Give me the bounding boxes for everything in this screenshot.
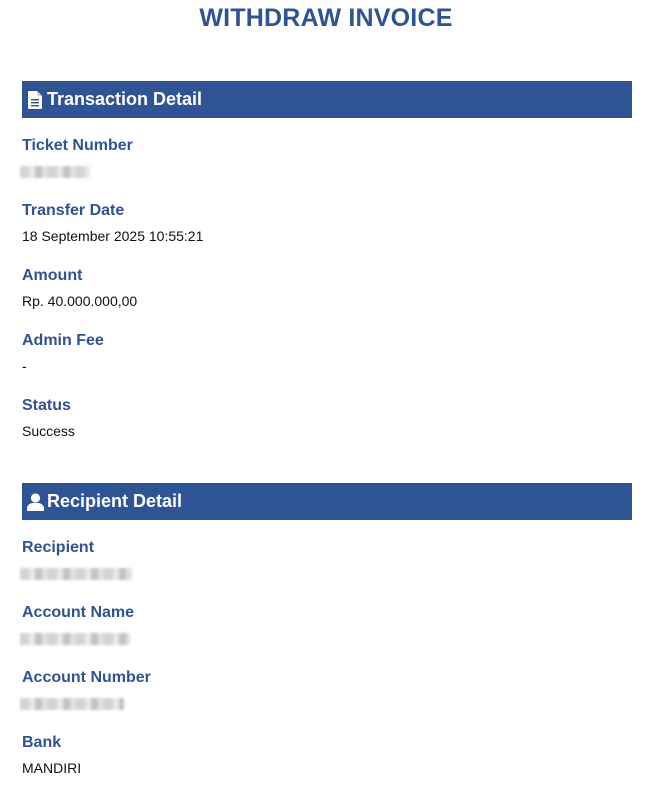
field-bank (22, 733, 81, 777)
recipient-label: Recipient (22, 539, 95, 556)
redacted-value (20, 166, 90, 178)
amount-label: Amount (22, 267, 83, 284)
transaction-detail-title: Transaction Detail (47, 89, 203, 109)
status-value: Success (22, 423, 75, 439)
field-admin-fee (22, 331, 104, 375)
account-number-label: Account Number (22, 669, 151, 686)
recipient-value (22, 564, 132, 582)
field-amount (22, 266, 137, 310)
ticket-number-value (22, 162, 133, 180)
field-status (22, 396, 75, 440)
user-icon (26, 492, 44, 512)
redacted-value (20, 568, 132, 580)
account-number-value (22, 694, 151, 712)
recipient-detail-header (22, 483, 632, 520)
field-account-name (22, 603, 134, 647)
transfer-date-value: 18 September 2025 10:55:21 (22, 228, 204, 244)
field-ticket-number (22, 136, 133, 180)
amount-value: Rp. 40.000.000,00 (22, 293, 138, 309)
ticket-number-label: Ticket Number (22, 137, 133, 154)
transaction-detail-header (22, 81, 632, 118)
redacted-value (20, 633, 130, 645)
recipient-detail-title: Recipient Detail (47, 491, 183, 511)
field-transfer-date (22, 201, 203, 245)
bank-value: MANDIRI (22, 760, 82, 776)
invoice-title: WITHDRAW INVOICE (199, 4, 453, 32)
account-name-value (22, 629, 134, 647)
document-icon (26, 90, 44, 110)
redacted-value (20, 698, 124, 710)
transfer-date-label: Transfer Date (22, 202, 125, 219)
account-name-label: Account Name (22, 604, 135, 621)
status-label: Status (22, 397, 71, 414)
admin-fee-value: - (22, 358, 27, 374)
field-account-number (22, 668, 151, 712)
admin-fee-label: Admin Fee (22, 332, 104, 349)
field-recipient (22, 538, 132, 582)
bank-label: Bank (22, 734, 62, 751)
